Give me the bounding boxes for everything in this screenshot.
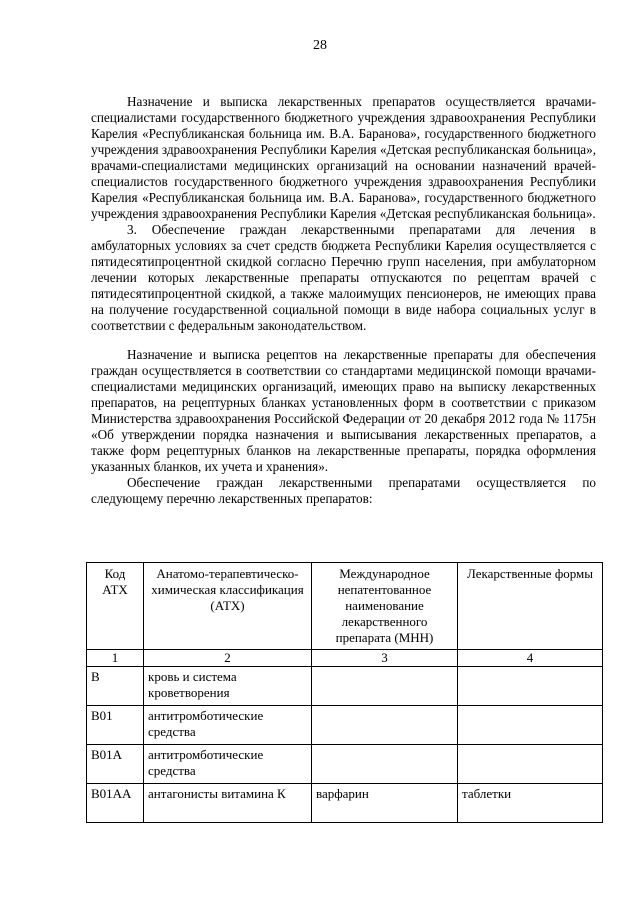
atx-medication-table [86,562,603,823]
header-atx-code: Код АТХ [87,563,144,650]
table-row [87,667,603,706]
paragraph-list-intro: Обеспечение граждан лекарственными препаратами осуществляется по следующему перечню лекарственных препаратов: [91,475,596,506]
table-row [87,745,603,784]
column-number: 3 [312,650,458,667]
paragraph-item-3-discount: 3. Обеспечение граждан лекарственными препаратами для лечения в амбулаторных условиях за счет средств бюджета Республики Карелия осуществляется с пятидесятипроцентной скидкой согласно Перечню групп населения, при амбулаторном лечении которых лекарственные препараты отпускаются по рецептам врачей с пятидесятипроцентной скидкой, а также малоимущих пенсионеров, не имеющих права на получение государственной социальной помощи в виде набора социальных услуг в соответствии с федеральным законодательством. [91,222,596,333]
cell-dosage-form [458,745,603,784]
cell-atx-classification: антитромботические средства [144,706,312,745]
table-header-row [87,563,603,650]
cell-atx-classification: кровь и система кроветворения [144,667,312,706]
header-dosage-forms: Лекарственные формы [458,563,603,650]
cell-atx-code: B [87,667,144,706]
cell-atx-code: B01 [87,706,144,745]
column-number: 2 [144,650,312,667]
page-number: 28 [313,38,327,53]
cell-atx-classification: антитромботические средства [144,745,312,784]
cell-dosage-form: таблетки [458,784,603,823]
cell-atx-code: B01A [87,745,144,784]
table-column-numbers-row [87,650,603,667]
cell-inn-name [312,667,458,706]
cell-inn-name: варфарин [312,784,458,823]
cell-atx-classification: антагонисты витамина К [144,784,312,823]
column-number: 1 [87,650,144,667]
table-row [87,784,603,823]
paragraph-prescription-specialists: Назначение и выписка лекарственных препаратов осуществляется врачами-специалистами государственного бюджетного учреждения здравоохранения Республики Карелия «Республиканская больница им. В.А. Баранова», государственного бюджетного учреждения здравоохранения Республики Карелия «Детская республиканская больница», врачами-специалистами медицинских организаций на основании назначений врачей-специалистов государственного бюджетного учреждения здравоохранения Республики Карелия «Республиканская больница им. В.А. Баранова», государственного бюджетного учреждения здравоохранения Республики Карелия «Детская республиканская больница». [91,94,596,221]
cell-inn-name [312,745,458,784]
document-body [91,94,596,507]
table-row [87,706,603,745]
paragraph-prescription-forms: Назначение и выписка рецептов на лекарственные препараты для обеспечения граждан осуществляется в соответствии со стандартами медицинской помощи врачами-специалистами медицинских организаций, имеющих право на выписку лекарственных препаратов, на рецептурных бланках установленных форм в соответствии с приказом Министерства здравоохранения Российской Федерации от 20 декабря 2012 года № 1175н «Об утверждении порядка назначения и выписывания лекарственных препаратов, а также форм рецептурных бланков на лекарственные препараты, порядка оформления указанных бланков, их учета и хранения». [91,347,596,474]
column-number: 4 [458,650,603,667]
header-inn-name: Международное непатентованное наименование лекарственного препарата (МНН) [312,563,458,650]
cell-inn-name [312,706,458,745]
cell-atx-code: B01AA [87,784,144,823]
cell-dosage-form [458,706,603,745]
header-atx-classification: Анатомо-терапевтическо-химическая классификация (АТХ) [144,563,312,650]
cell-dosage-form [458,667,603,706]
